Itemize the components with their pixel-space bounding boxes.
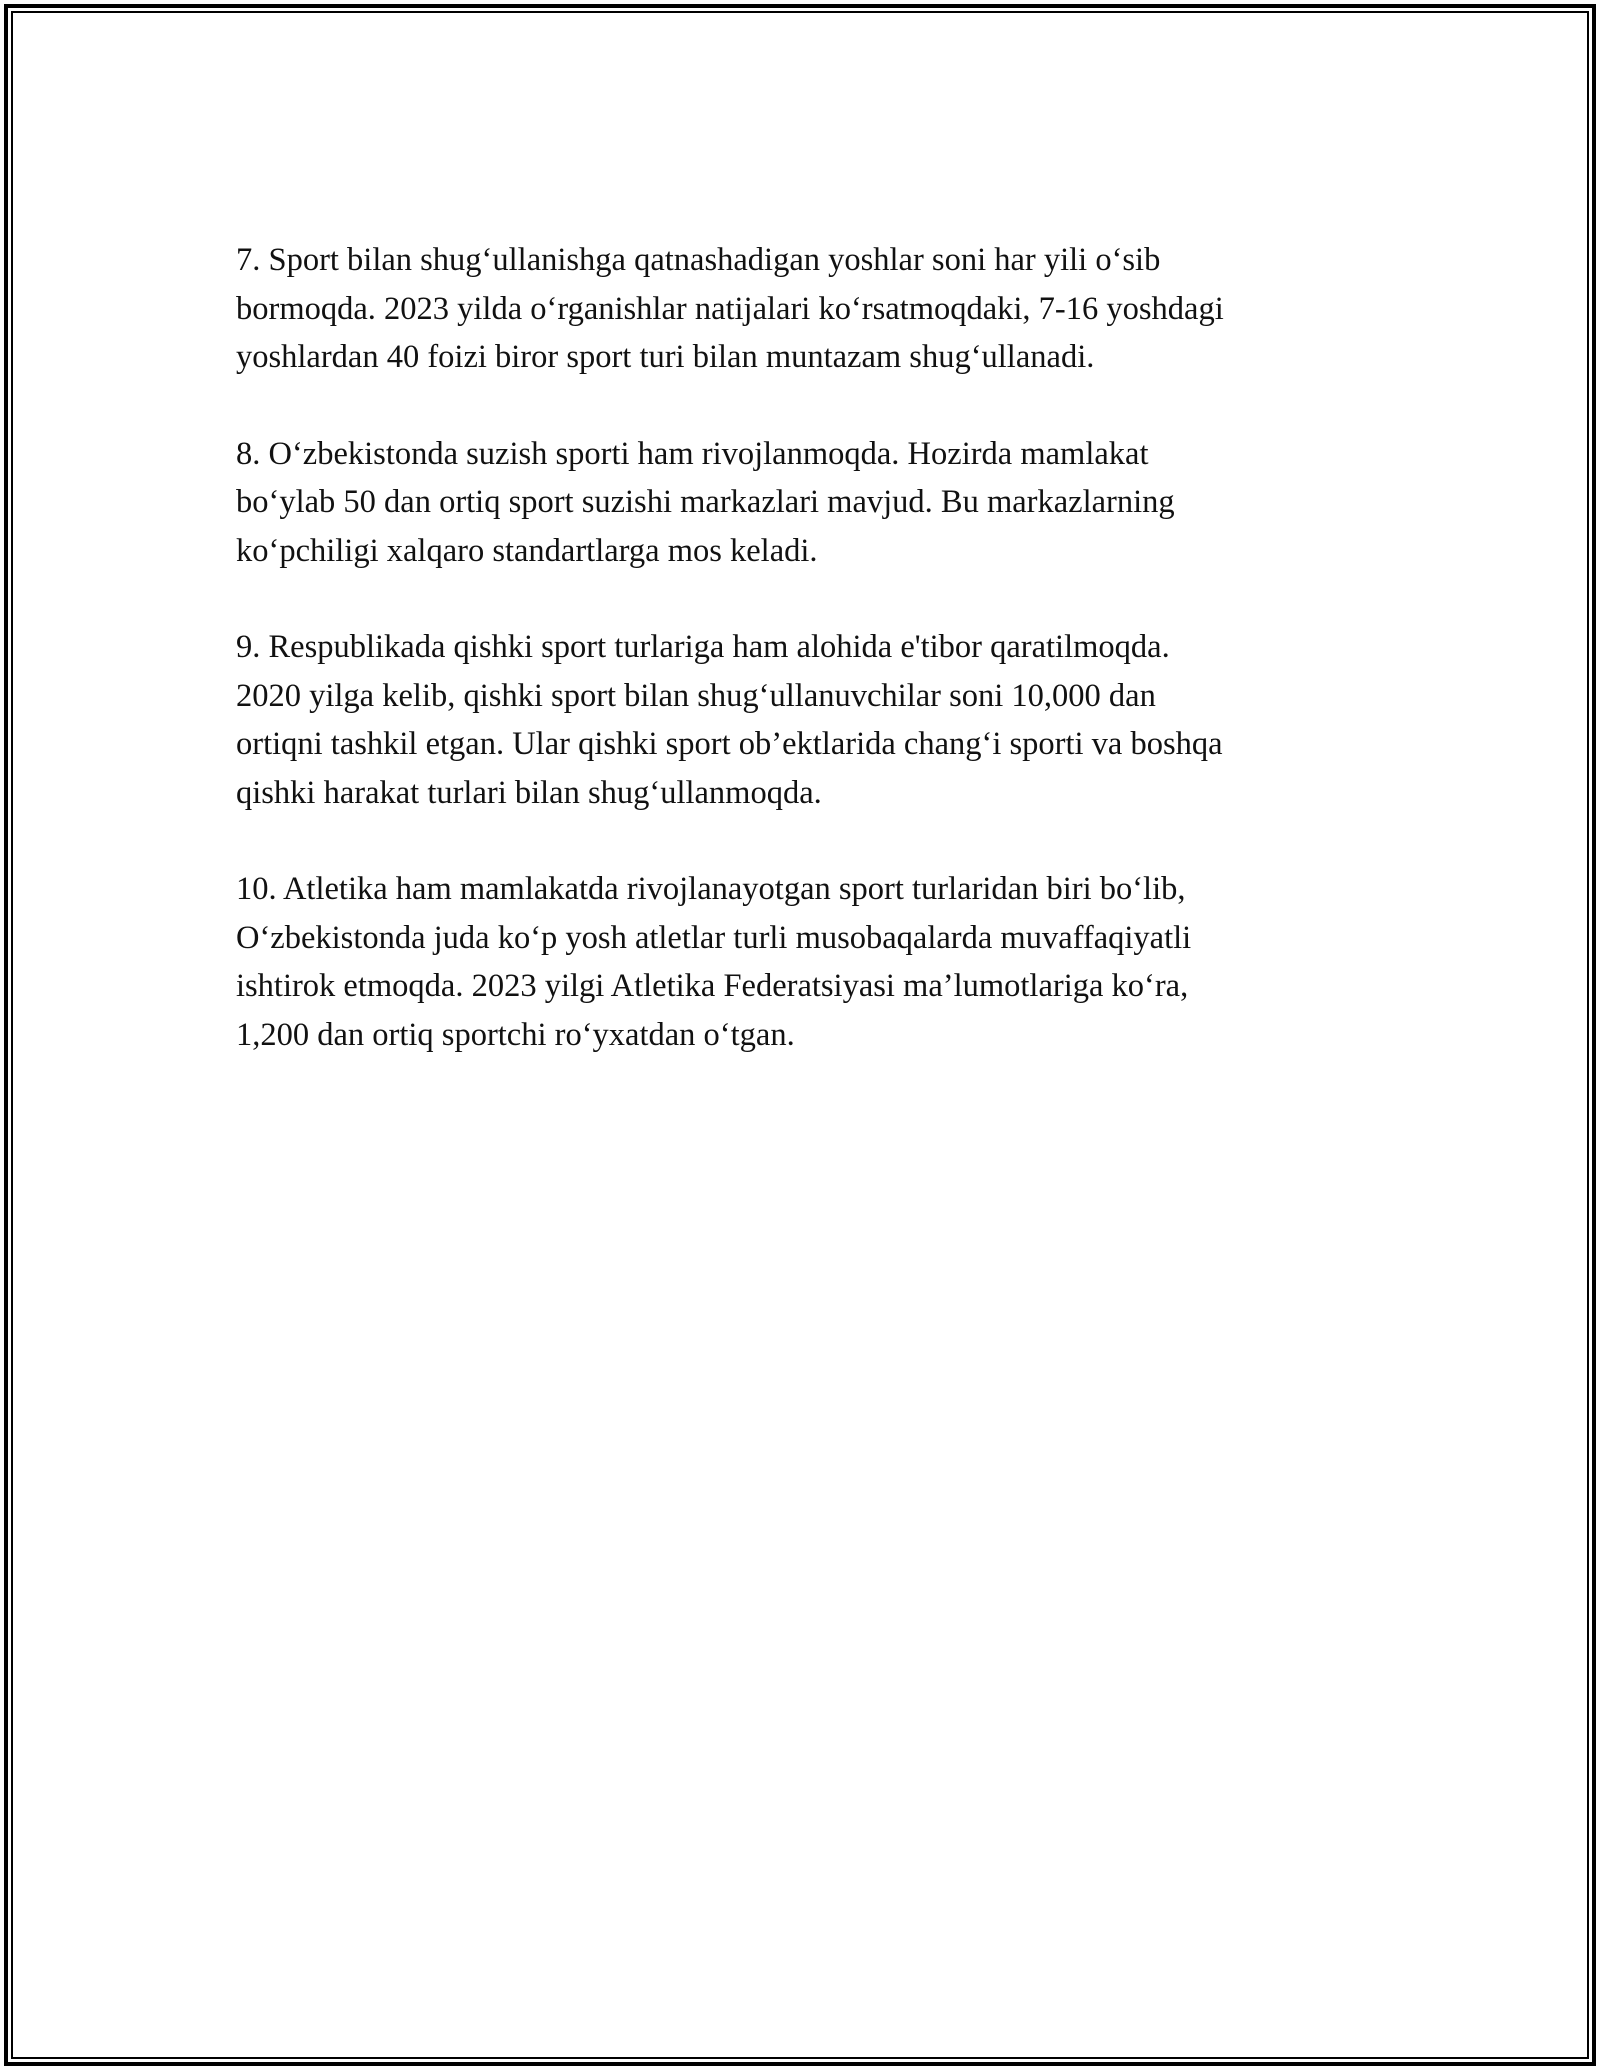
- text-line: qishki harakat turlari bilan shug‘ullanmoqda.: [236, 774, 822, 811]
- text-line: 8. O‘zbekistonda suzish sporti ham rivojlanmoqda. Hozirda mamlakat: [236, 435, 1149, 472]
- text-line: bormoqda. 2023 yilda o‘rganishlar natijalari ko‘rsatmoqdaki, 7-16 yoshdagi: [236, 290, 1224, 327]
- text-line: bo‘ylab 50 dan ortiq sport suzishi markazlari mavjud. Bu markazlarning: [236, 484, 1175, 520]
- text-line: 7. Sport bilan shug‘ullanishga qatnashadigan yoshlar soni har yili o‘sib: [236, 242, 1161, 278]
- text-line: yoshlardan 40 foizi biror sport turi bilan muntazam shug‘ullanadi.: [236, 339, 1095, 375]
- text-line: ko‘pchiligi xalqaro standartlarga mos keladi.: [236, 532, 818, 569]
- document-body: [236, 236, 1366, 1107]
- paragraph-7: [236, 236, 1366, 382]
- text-line: 2020 yilga kelib, qishki sport bilan shug‘ullanuvchilar soni 10,000 dan: [236, 677, 1156, 714]
- paragraph-8: [236, 430, 1366, 576]
- text-line: ortiqni tashkil etgan. Ular qishki sport ob’ektlarida chang‘i sporti va boshqa: [236, 726, 1223, 762]
- text-line: 9. Respublikada qishki sport turlariga ham alohida e'tibor qaratilmoqda.: [236, 629, 1170, 665]
- text-line: 1,200 dan ortiq sportchi ro‘yxatdan o‘tgan.: [236, 1016, 795, 1053]
- paragraph-9: [236, 623, 1366, 817]
- text-line: O‘zbekistonda juda ko‘p yosh atletlar turli musobaqalarda muvaffaqiyatli: [236, 919, 1192, 956]
- text-line: 10. Atletika ham mamlakatda rivojlanayotgan sport turlaridan biri bo‘lib,: [236, 871, 1186, 907]
- text-line: ishtirok etmoqda. 2023 yilgi Atletika Federatsiyasi ma’lumotlariga ko‘ra,: [236, 968, 1189, 1004]
- paragraph-10: [236, 865, 1366, 1059]
